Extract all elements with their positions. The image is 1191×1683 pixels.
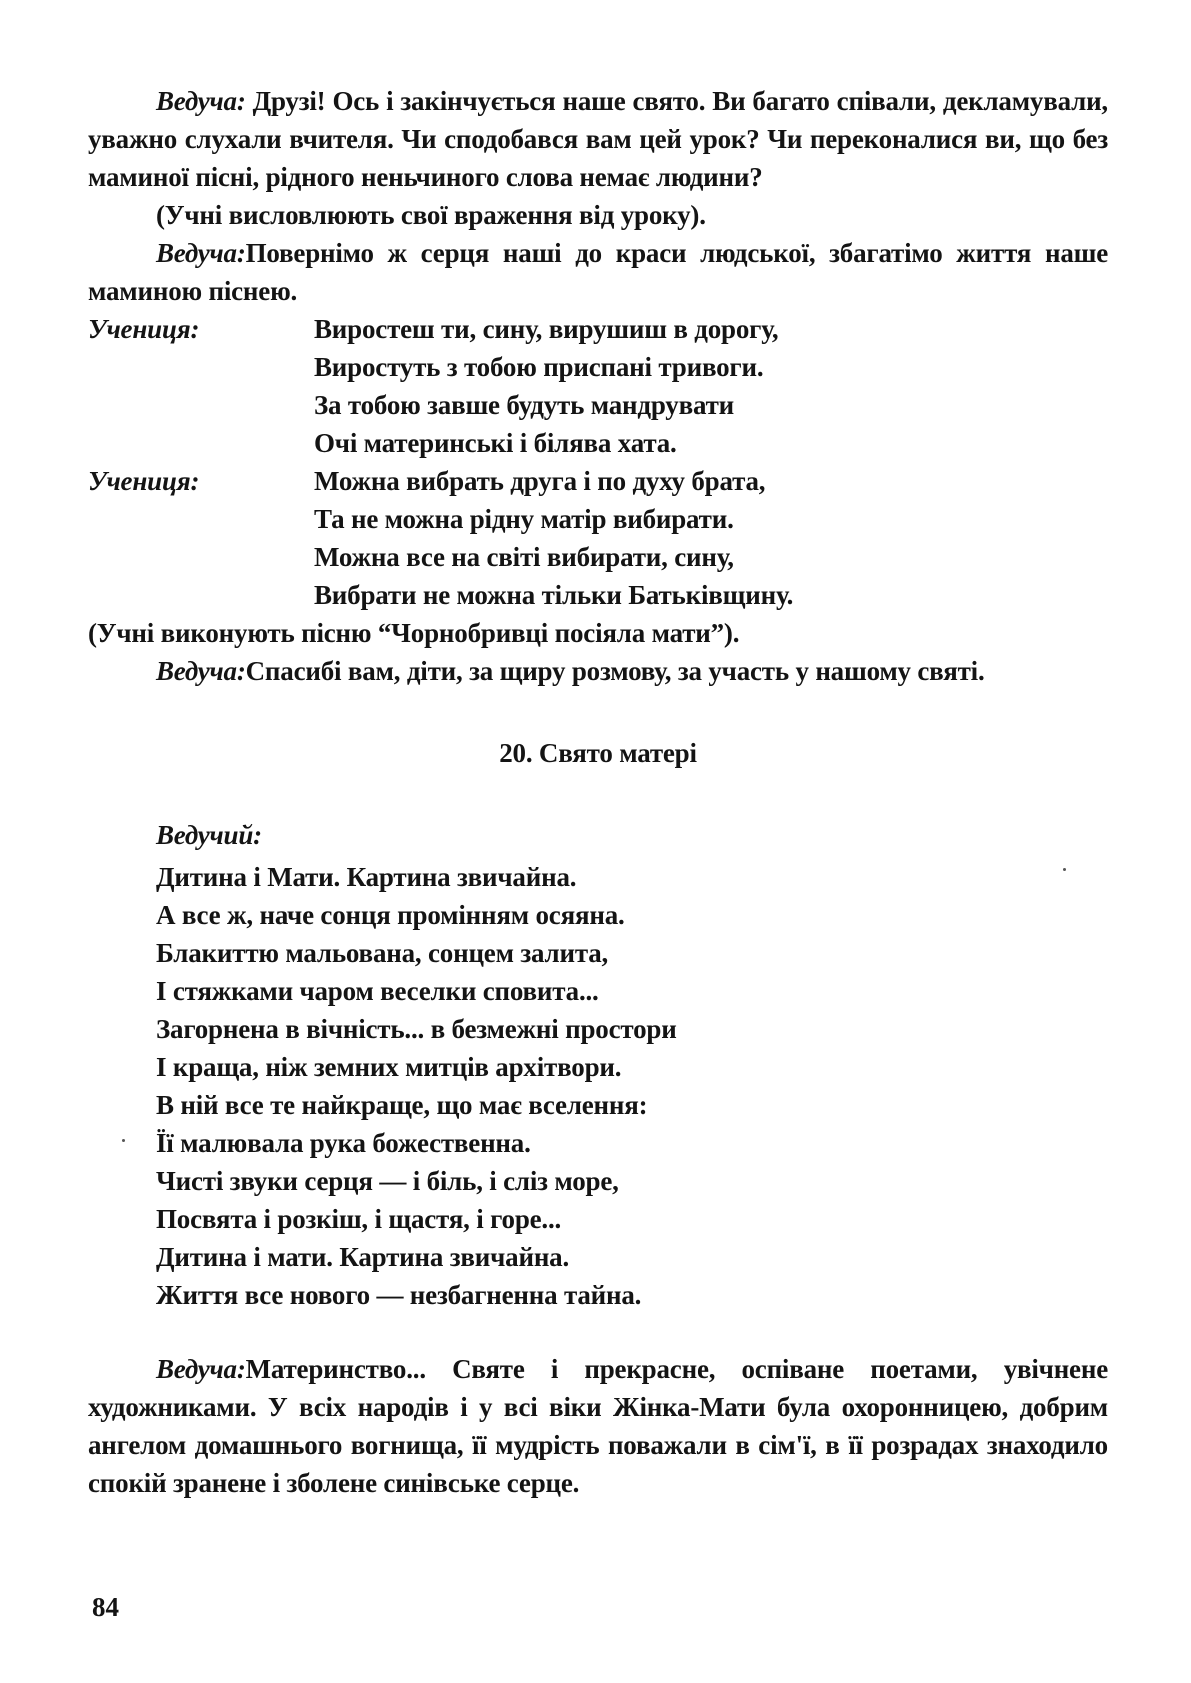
poem-line: І краща, ніж земних митців архітвори. xyxy=(156,1052,622,1082)
paragraph-text: Повернімо ж серця наші до краси людської, збагатімо життя наше маминою піснею. xyxy=(88,238,1108,306)
verse-line: Можна вибрать друга і по духу брата, xyxy=(314,466,766,496)
paragraph-text: Материнство... Святе і прекрасне, оспіване поетами, увічнене художниками. У всіх народів і у всі віки Жінка-Мати була охоронницею, добрим ангелом домашнього вогнища, її мудрість поважали в сім'ї, в її розрадах знаходило спокій зранене і зболене синівське серце. xyxy=(88,1354,1108,1498)
poem-line: Її малювала рука божественна. xyxy=(156,1128,531,1158)
poem-line: Дитина і Мати. Картина звичайна. xyxy=(156,862,577,892)
stage-direction-song: (Учні виконують пісню “Чорнобривці посіяла мати”). xyxy=(88,618,740,648)
verse-line: Можна все на світі вибирати, сину, xyxy=(314,542,734,572)
paragraph-motherhood xyxy=(88,1350,1108,1502)
verse-line: Виростуть з тобою приспані тривоги. xyxy=(314,352,764,382)
verse-line: Очі материнські і білява хата. xyxy=(314,428,677,458)
paragraph-closing xyxy=(88,82,1108,196)
paragraph-text: Спасибі вам, діти, за щиру розмову, за участь у нашому святі. xyxy=(245,656,985,686)
print-speck xyxy=(1063,868,1066,871)
paragraph-text: Друзі! Ось і закінчується наше свято. Ви багато співали, декламували, уважно слухали вчителя. Чи сподобався вам цей урок? Чи переконалися ви, що без маминої пісні, рідного неньчиного слова немає людини? xyxy=(88,86,1108,192)
poem-line: Загорнена в вічність... в безмежні простори xyxy=(156,1014,677,1044)
book-page xyxy=(88,82,1108,1502)
speaker-label: Учениця: xyxy=(88,466,200,496)
poem-line: В ній все те найкраще, що має вселення: xyxy=(156,1090,648,1120)
speaker-label: Ведучий: xyxy=(156,820,262,850)
verse-line: Виростеш ти, сину, вирушиш в дорогу, xyxy=(314,314,779,344)
poem-line: А все ж, наче сонця промінням осяяна. xyxy=(156,900,625,930)
print-speck xyxy=(122,1139,125,1142)
page-number: 84 xyxy=(92,1592,119,1622)
verse-block-2 xyxy=(88,462,1108,614)
verse-block-1 xyxy=(88,310,1108,462)
verse-line: Та не можна рідну матір вибирати. xyxy=(314,504,734,534)
speaker-label: Учениця: xyxy=(88,314,200,344)
poem-line: Чисті звуки серця — і біль, і сліз море, xyxy=(156,1166,619,1196)
speaker-label: Ведуча: xyxy=(156,86,246,116)
verse-lines xyxy=(314,310,1108,462)
poem-line: Життя все нового — незбагненна тайна. xyxy=(156,1280,642,1310)
poem-line: Посвята і розкіш, і щастя, і горе... xyxy=(156,1204,562,1234)
verse-line: Вибрати не можна тільки Батьківщину. xyxy=(314,580,794,610)
speaker-label: Ведуча: xyxy=(156,1354,246,1384)
paragraph-thanks xyxy=(88,652,1108,690)
stage-direction: (Учні висловлюють свої враження від уроку). xyxy=(156,200,706,230)
section-title: 20. Свято матері xyxy=(499,738,697,768)
poem-line: Дитина і мати. Картина звичайна. xyxy=(156,1242,570,1272)
speaker-label: Ведуча: xyxy=(156,656,246,686)
poem-line: І стяжками чаром веселки сповита... xyxy=(156,976,599,1006)
spacer xyxy=(88,1314,1108,1350)
poem-line: Блакиттю мальована, сонцем залита, xyxy=(156,938,609,968)
verse-line: За тобою завше будуть мандрувати xyxy=(314,390,734,420)
verse-lines xyxy=(314,462,1108,614)
speaker-label: Ведуча: xyxy=(156,238,246,268)
paragraph-hearts xyxy=(88,234,1108,310)
poem xyxy=(156,816,1108,1314)
